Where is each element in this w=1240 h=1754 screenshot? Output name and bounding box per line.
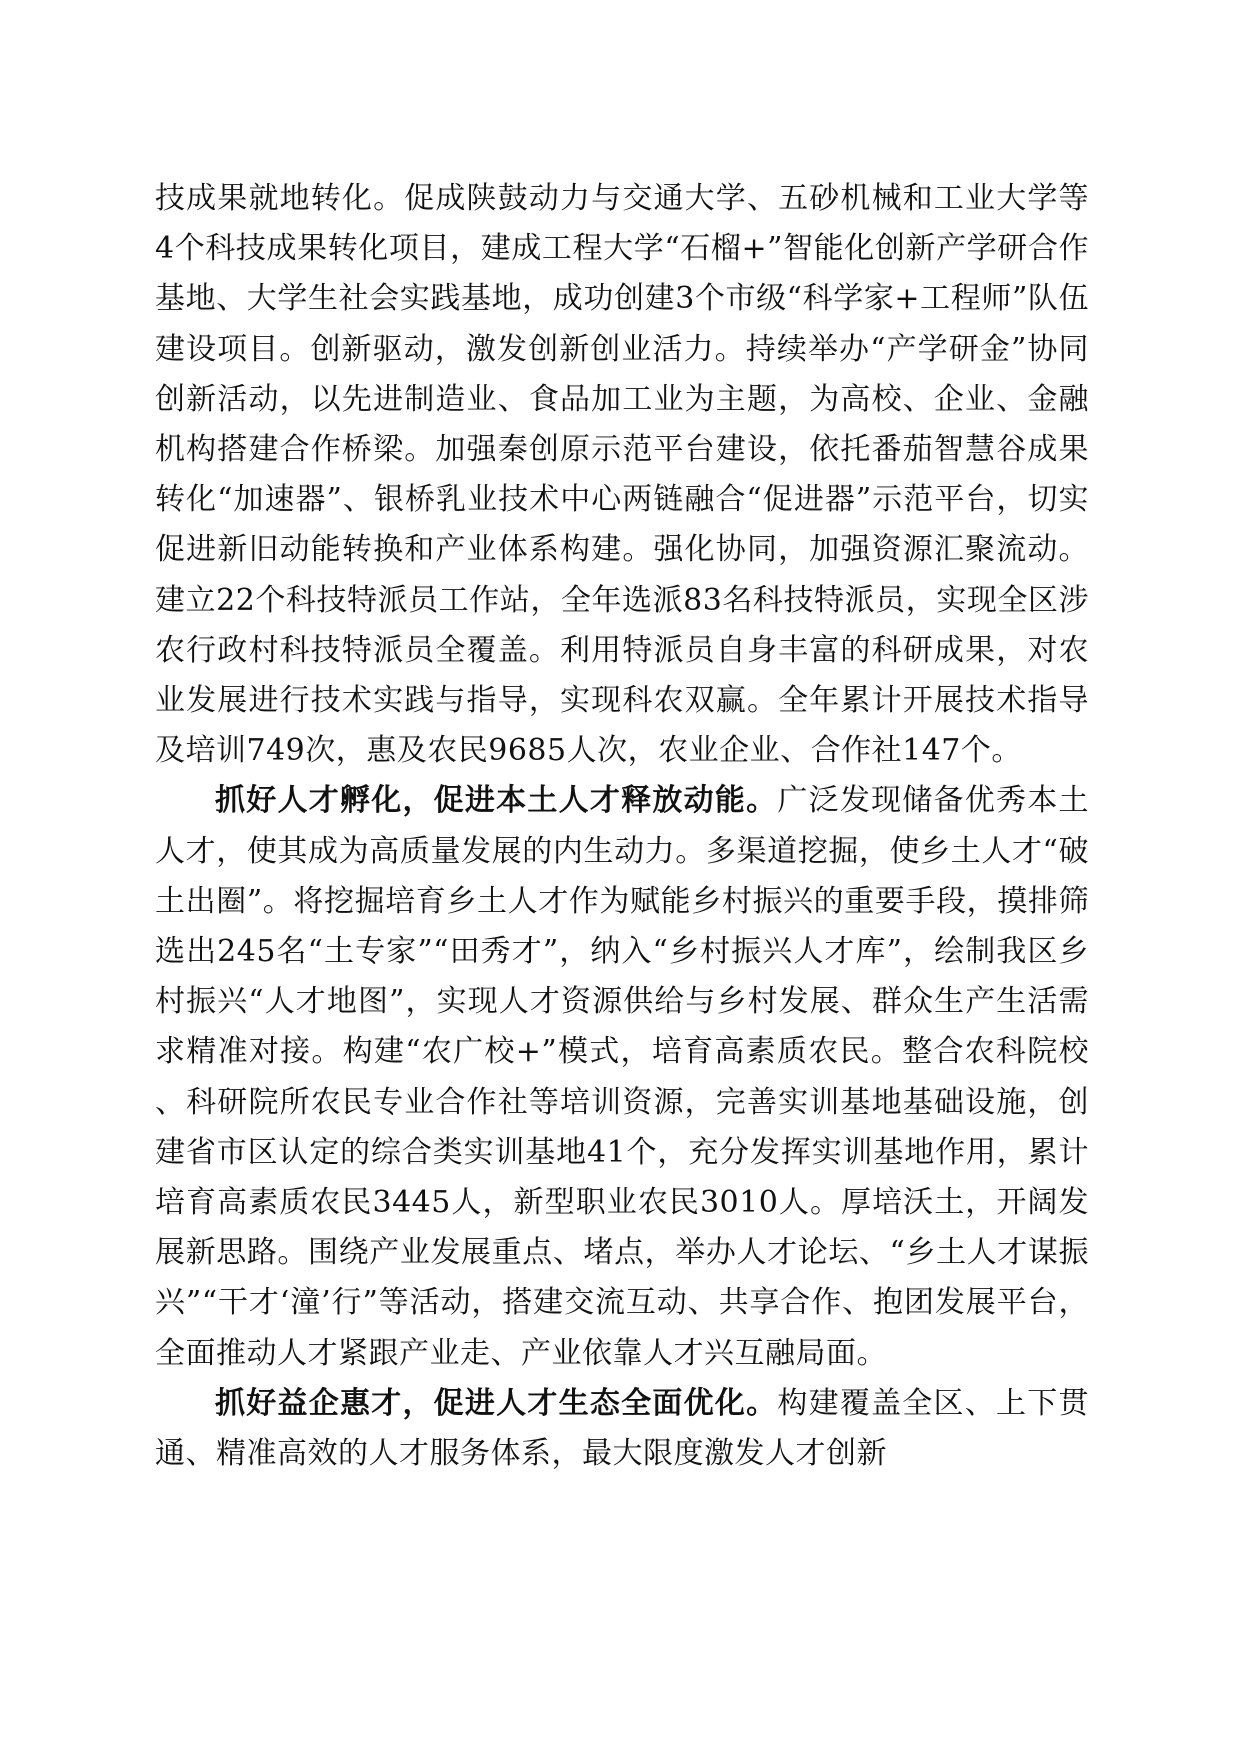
- paragraph-lead-heading: 抓好益企惠才，促进人才生态全面优化。: [215, 1385, 778, 1421]
- paragraph-text: 技成果就地转化。促成陕鼓动力与交通大学、五砂机械和工业大学等4个科技成果转化项目，建成工程大学“石榴+”智能化创新产学研合作基地、大学生社会实践基地，成功创建3个市级“科学家+工程师”队伍建设项目。创新驱动，激发创新创业活力。持续举办“产学研金”协同创新活动，以先进制造业、食品加工业为主题，为高校、企业、金融机构搭建合作桥梁。加强秦创原示范平台建设，依托番茄智慧谷成果转化“加速器”、银桥乳业技术中心两链融合“促进器”示范平台，切实促进新旧动能转换和产业体系构建。强化协同，加强资源汇聚流动。建立22个科技特派员工作站，全年选派83名科技特派员，实现全区涉农行政村科技特派员全覆盖。利用特派员自身丰富的科研成果，对农业发展进行技术实践与指导，实现科农双赢。全年累计开展技术指导及培训749次，惠及农民9685人次，农业企业、合作社147个。: [155, 181, 1089, 769]
- document-body: [155, 174, 1089, 1479]
- paragraph-talent-incubation: [155, 776, 1089, 1378]
- paragraph-text: 构建覆盖全区、上下贯通、精准高效的人才服务体系，最大限度激发人才创新: [155, 1385, 1090, 1472]
- paragraph-lead-heading: 抓好人才孵化，促进本土人才释放动能。: [215, 783, 778, 819]
- paragraph-talent-ecosystem: [155, 1379, 1089, 1479]
- paragraph-text: 广泛发现储备优秀本土人才，使其成为高质量发展的内生动力。多渠道挖掘，使乡土人才“破土出圈”。将挖掘培育乡土人才作为赋能乡村振兴的重要手段，摸排筛选出245名“土专家”“田秀才”，纳入“乡村振兴人才库”，绘制我区乡村振兴“人才地图”，实现人才资源供给与乡村发展、群众生产生活需求精准对接。构建“农广校+”模式，培育高素质农民。整合农科院校、科研院所农民专业合作社等培训资源，完善实训基地基础设施，创建省市区认定的综合类实训基地41个，充分发挥实训基地作用，累计培育高素质农民3445人，新型职业农民3010人。厚培沃土，开阔发展新思路。围绕产业发展重点、堵点，举办人才论坛、“乡土人才谋振兴”“干才‘潼’行”等活动，搭建交流互动、共享合作、抱团发展平台，全面推动人才紧跟产业走、产业依靠人才兴互融局面。: [155, 783, 1090, 1371]
- paragraph-continued: [155, 174, 1089, 776]
